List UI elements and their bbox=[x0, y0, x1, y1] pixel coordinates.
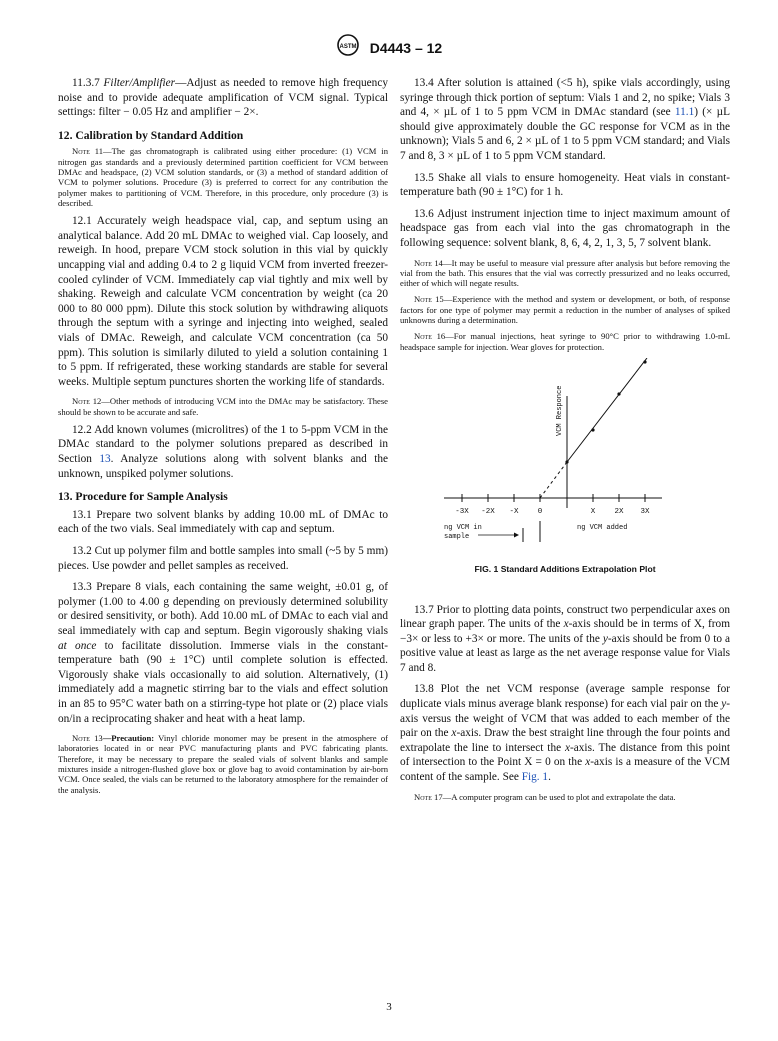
data-point bbox=[565, 460, 568, 463]
section-11-1-link[interactable]: 11.1 bbox=[674, 106, 695, 119]
left-label-line-2: sample bbox=[444, 532, 470, 541]
data-point bbox=[617, 392, 620, 395]
best-fit-line bbox=[567, 358, 647, 462]
section-13-4: 13.4 After solution is attained (<5 h), spike vials accordingly, using syringe through thick portion of septum: Vials 1 and 2, no spike; Vials 3 and 4, × µL of 1 to 5 ppm VCM in DMAc standard (see 11.1) (× µL should give approximately double the GC response for VCM as in the unknown); Vials 5 and 6, 2 × µL of 1 to 5 ppm VCM standard; and Vials 7 and 8, 3 × µL of 1 to 5 ppm VCM standard. bbox=[400, 77, 731, 162]
tick-label: -3X bbox=[455, 507, 469, 516]
page-header bbox=[0, 34, 778, 61]
heading-section-12: 12. Calibration by Standard Addition bbox=[58, 128, 244, 142]
section-13-link[interactable]: 13 bbox=[99, 453, 111, 466]
tick-label: 2X bbox=[614, 507, 624, 516]
figure-caption: FIG. 1 Standard Additions Extrapolation Plot bbox=[474, 563, 656, 574]
designation: D4443 – 12 bbox=[369, 39, 443, 56]
right-column bbox=[400, 76, 730, 808]
section-13-3: 13.3 Prepare 8 vials, each containing the same weight, ±0.01 g, of polymer (1.00 to 4.00 g depending on previously determined solubility or desired sensitivity, or both). Add 10.00 mL of DMAc to each vial and seal immediately with cap and septum. Begin vigorously shaking vials at once to facilitate dissolution. Immerse vials in the constant-temperature bath (90 ± 1°C) until complete solution is effected. Vigorously shake vials occasionally to aid solution. Alternatively, (1) immediately add a magnetic stirring bar to the vials and effect solution in an 85 to 95°C water bath on a stirring-type hot plate or (2) place vials on/in a reciprocating shaker and heat with a heat lamp. bbox=[58, 581, 388, 725]
data-point bbox=[643, 360, 646, 363]
page-number: 3 bbox=[386, 1001, 392, 1013]
svg-text:ASTM: ASTM bbox=[339, 44, 357, 50]
note-17: Note 17—A computer program can be used to plot and extrapolate the data. bbox=[414, 791, 676, 802]
tick-label: -2X bbox=[481, 507, 495, 516]
data-point bbox=[591, 428, 594, 431]
tick-label: X bbox=[590, 507, 596, 516]
tick-label: -X bbox=[509, 507, 519, 516]
arrow-head-icon bbox=[514, 532, 519, 537]
heading-section-13: 13. Procedure for Sample Analysis bbox=[58, 490, 228, 504]
left-label-line-1: ng VCM in bbox=[444, 523, 482, 532]
section-13-2: 13.2 Cut up polymer film and bottle samples into small (~5 by 5 mm) pieces. Use powder and pellet samples as received. bbox=[58, 545, 388, 572]
note-12: Note 12—Other methods of introducing VCM into the DMAc may be satisfactory. These should be shown to be accurate and safe. bbox=[58, 396, 388, 417]
note-16: Note 16—For manual injections, heat syringe to 90°C prior to withdrawing 1.0-mL headspace sample for injection. Wear gloves for protection. bbox=[400, 331, 730, 352]
section-13-6: 13.6 Adjust instrument injection time to inject maximum amount of headspace gas from each vial into the gas chromatograph in the following sequence: solvent blank, 8, 6, 4, 2, 1, 3, 5, 7 solvent blank. bbox=[400, 207, 730, 249]
section-11-3-7: 11.3.7 Filter/Amplifier—Adjust as needed to remove high frequency noise and to provide adequate amplification of VCM signal. Typical settings: filter − 0.05 Hz and amplifier − 2×. bbox=[58, 77, 388, 119]
note-14: Note 14—It may be useful to measure vial pressure after analysis but before removing the vial from the bath. This ensures that the vial was correctly pressurized and no leaks occurred, either of which will negate results. bbox=[400, 257, 730, 289]
section-13-7: 13.7 Prior to plotting data points, construct two perpendicular axes on linear graph paper. The units of the x-axis should be in terms of X, from −3× or less to +3× or more. The units of the y-axis should be from 0 to a positive value at least as large as the net average response value for Vials 7 and 8. bbox=[400, 603, 731, 674]
left-column bbox=[58, 76, 388, 801]
section-13-8: 13.8 Plot the net VCM response (average sample response for duplicate vials minus average blank response) for each vial pair on the y-axis versus the weight of VCM that was added to each member of the pair on the x-axis. Draw the best straight line through the four points and extrapolate the line to intersect the x-axis. The distance from this point of intersection to the Point X = 0 on the x-axis is a measure of the VCM content of the sample. See Fig. 1. bbox=[400, 683, 730, 784]
note-11: Note 11—The gas chromatograph is calibrated using either procedure: (1) VCM in nitrogen gas standards and a previously determined partition coefficient for VCM between DMAc and headspace, (2) VCM solution standards, or (3) a method of standard addition of VCM to polymer solutions. Procedure (3) is preferred to correct for any contribution the polymer makes to partitioning of VCM. Therefore, in this procedure, only procedure (3) is described. bbox=[58, 146, 388, 208]
extrapolation-line bbox=[540, 462, 567, 498]
y-axis-label: VCM Responce bbox=[556, 385, 564, 436]
section-13-5: 13.5 Shake all vials to ensure homogeneity. Heat vials in constant-temperature bath (90 ± 1°C) for 1 h. bbox=[400, 171, 730, 199]
astm-logo-icon bbox=[336, 34, 360, 61]
figure-1-link[interactable]: Fig. 1 bbox=[521, 771, 549, 784]
tick-label: 0 bbox=[537, 507, 543, 516]
section-12-2: 12.2 Add known volumes (microlitres) of the 1 to 5-ppm VCM in the DMAc standard to the polymer solutions prepared as described in Section 13. Analyze solutions along with solvent blanks and the unknown, unspiked polymer solutions. bbox=[58, 423, 388, 480]
tick-label: 3X bbox=[640, 507, 650, 516]
figure-1 bbox=[400, 358, 730, 558]
note-13: Note 13—Precaution: Vinyl chloride monomer may be present in the atmosphere of laboratories located in or near PVC manufacturing plants and PVC fabricating plants. Therefore, it may be necessary to prepare the sealed vials of solvent blanks and sample mixtures inside a nitrogen-flushed glove box or glove bag to avoid contamination by air-born VCM. Once sealed, the vials can be returned to the laboratory atmosphere for the remainder of the analysis. bbox=[58, 733, 388, 795]
extrapolation-plot bbox=[400, 358, 730, 558]
section-13-1: 13.1 Prepare two solvent blanks by adding 10.00 mL of DMAc to each of the two vials. Seal immediately with cap and septum. bbox=[58, 508, 388, 536]
note-15: Note 15—Experience with the method and system or development, or both, of response factors for one type of polymer may permit a reduction in the number of analyses of spiked unknowns during a determination. bbox=[400, 294, 730, 326]
section-12-1: 12.1 Accurately weigh headspace vial, cap, and septum using an analytical balance. Add 20 mL DMAc to weighed vial. Cap loosely, and reweigh. In hood, prepare VCM stock solution in this vial by quickly uncapping vial and adding 0.4 to 2 g liquid VCM from inverted freezer-cooled cylinder of VCM. Immediately cap vial tightly and mix well by shaking. Reweigh and calculate VCM concentration by weight (ca 20 000 to 80 000 ppm). Dilute this stock solution by withdrawing aliquots through the septum with a syringe and injecting into weighed, sealed vials of DMAc. Reweigh, and calculate VCM concentration (ca 50 ppm). This solution is similarly diluted to yield a solution containing 1 to 5 ppm. If refrigerated, these working standards are stable for several weeks. Multiple septum punctures shorten the working life of standards. bbox=[58, 215, 388, 388]
right-label: ng VCM added bbox=[577, 523, 628, 532]
